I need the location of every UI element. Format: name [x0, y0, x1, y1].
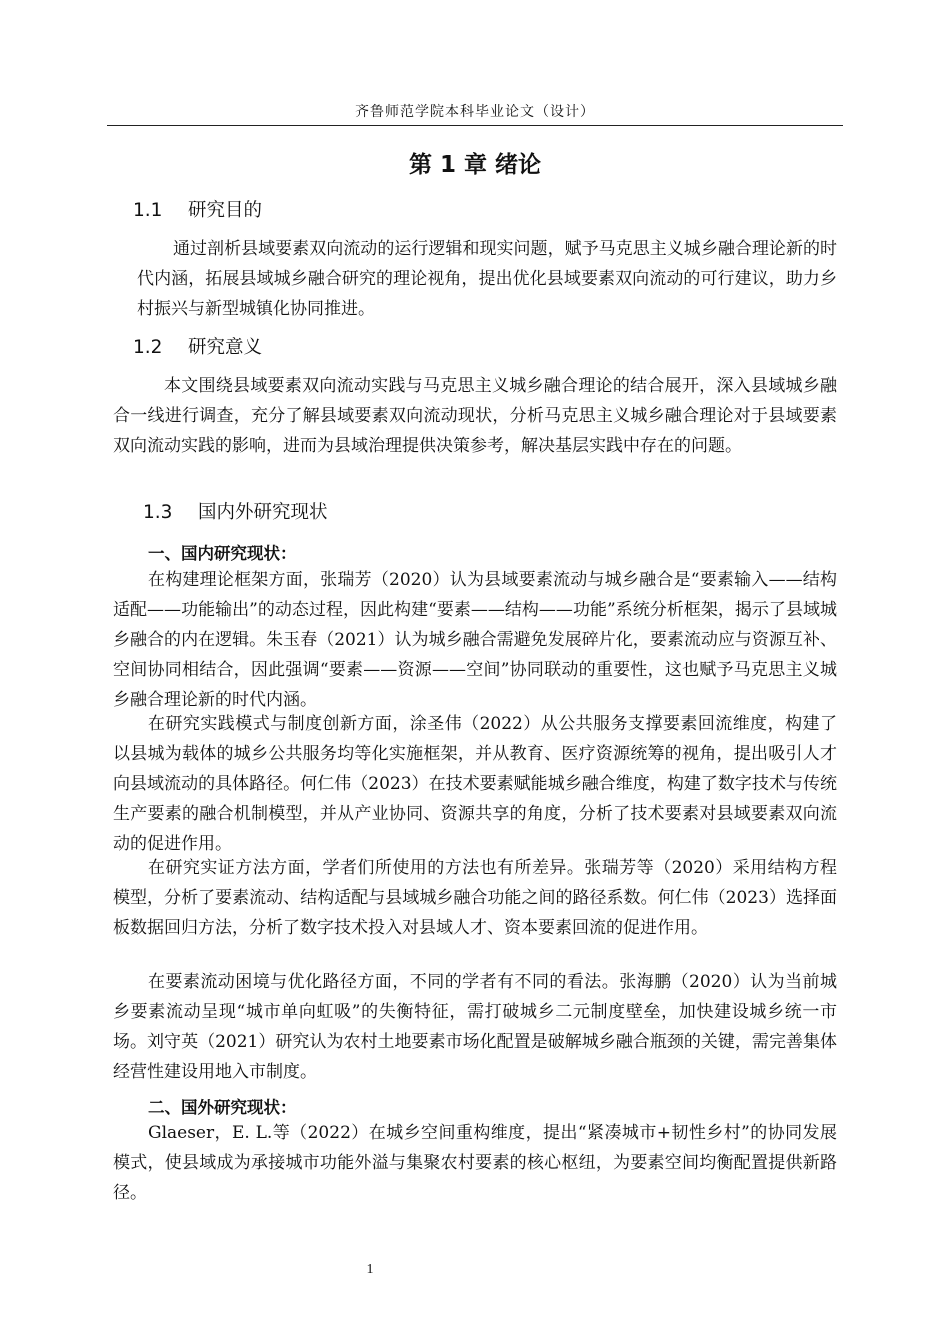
section-heading-1-3 — [143, 498, 328, 524]
section-paragraph: 通过剖析县域要素双向流动的运行逻辑和现实问题，赋予马克思主义城乡融合理论新的时代内涵，拓展县域城乡融合研究的理论视角，提出优化县域要素双向流动的可行建议，助力乡村振兴与新型城镇化协同推进。 — [137, 239, 837, 319]
section-title: 研究意义 — [188, 337, 263, 358]
domestic-paragraph: 在构建理论框架方面，张瑞芳（2020）认为县域要素流动与城乡融合是“要素输入——结构适配——功能输出”的动态过程，因此构建“要素——结构——功能”系统分析框架，揭示了县域城乡融合的内在逻辑。朱玉春（2021）认为城乡融合需避免发展碎片化，要素流动应与资源互补、空间协同相结合，因此强调“要素——资源——空间”协同联动的重要性，这也赋予马克思主义城乡融合理论新的时代内涵。 — [113, 570, 837, 710]
section-title: 国内外研究现状 — [198, 502, 328, 523]
section-number: 1.2 — [133, 337, 163, 358]
foreign-heading: 二、国外研究现状： — [148, 1098, 297, 1117]
section-title: 研究目的 — [188, 200, 263, 221]
section-heading-1-1 — [133, 196, 262, 222]
domestic-paragraph: 在研究实证方法方面，学者们所使用的方法也有所差异。张瑞芳等（2020）采用结构方程模型，分析了要素流动、结构适配与县域城乡融合功能之间的路径系数。何仁伟（2023）选择面板数据回归方法，分析了数字技术投入对县域人才、资本要素回流的促进作用。 — [113, 858, 837, 938]
header-divider — [107, 125, 843, 126]
domestic-paragraph: 在研究实践模式与制度创新方面，涂圣伟（2022）从公共服务支撑要素回流维度，构建了以县城为载体的城乡公共服务均等化实施框架，并从教育、医疗资源统筹的视角，提出吸引人才向县域流动的具体路径。何仁伟（2023）在技术要素赋能城乡融合维度，构建了数字技术与传统生产要素的融合机制模型，并从产业协同、资源共享的角度，分析了技术要素对县域要素双向流动的促进作用。 — [113, 714, 837, 854]
section-heading-1-2 — [133, 333, 262, 359]
page-header: 齐鲁师范学院本科毕业论文（设计） — [355, 104, 595, 120]
section-number: 1.3 — [143, 502, 173, 523]
domestic-heading: 一、国内研究现状： — [148, 544, 297, 563]
foreign-paragraph: Glaeser，E. L.等（2022）在城乡空间重构维度，提出“紧凑城市+韧性乡村”的协同发展模式，使县域成为承接城市功能外溢与集聚农村要素的核心枢纽，为要素空间均衡配置提供新路径。 — [113, 1123, 837, 1203]
page-number: 1 — [366, 1262, 374, 1277]
section-paragraph: 本文围绕县域要素双向流动实践与马克思主义城乡融合理论的结合展开，深入县域城乡融合一线进行调查，充分了解县域要素双向流动现状，分析马克思主义城乡融合理论对于县域要素双向流动实践的影响，进而为县域治理提供决策参考，解决基层实践中存在的问题。 — [113, 376, 837, 456]
chapter-title: 第 1 章 绪论 — [408, 152, 542, 178]
section-number: 1.1 — [133, 200, 163, 221]
domestic-paragraph: 在要素流动困境与优化路径方面，不同的学者有不同的看法。张海鹏（2020）认为当前城乡要素流动呈现“城市单向虹吸”的失衡特征，需打破城乡二元制度壁垒，加快建设城乡统一市场。刘守英（2021）研究认为农村土地要素市场化配置是破解城乡融合瓶颈的关键，需完善集体经营性建设用地入市制度。 — [113, 972, 837, 1082]
